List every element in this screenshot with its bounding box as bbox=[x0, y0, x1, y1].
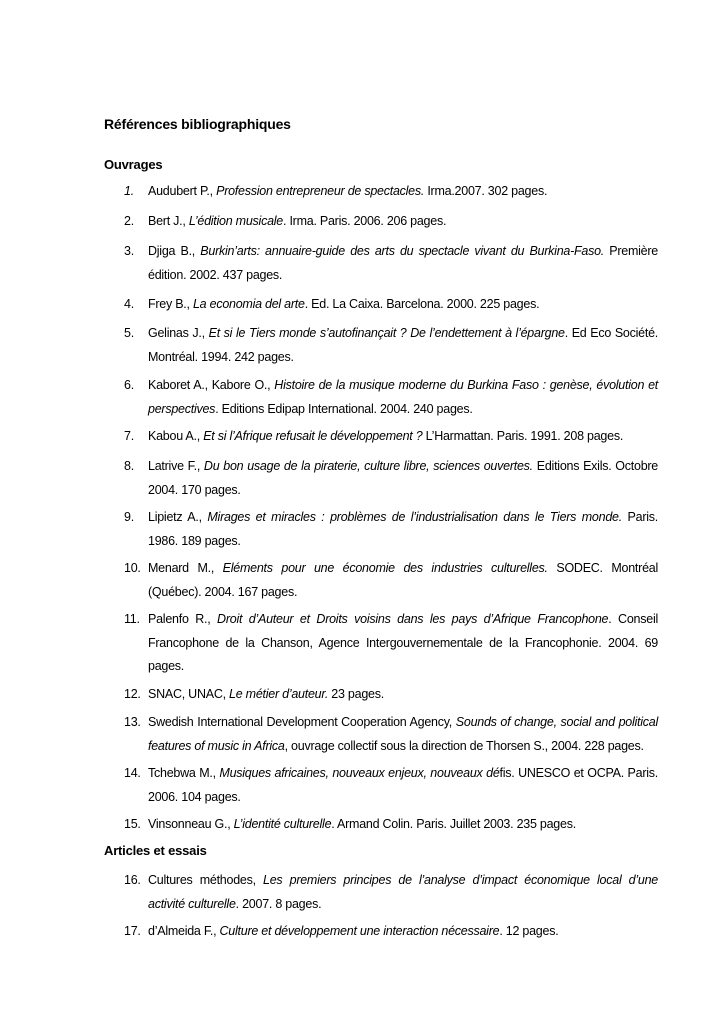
reference-details: . Ed. La Caixa. Barcelona. 2000. 225 pages. bbox=[304, 297, 540, 311]
reference-text bbox=[148, 711, 658, 758]
reference-details: Editions Exils. Octobre 2004. 170 pages. bbox=[148, 459, 659, 497]
reference-item bbox=[124, 210, 658, 234]
reference-author: Palenfo R., bbox=[148, 612, 218, 626]
reference-author: Audubert P., bbox=[148, 184, 217, 198]
reference-author: Menard M., bbox=[148, 561, 223, 575]
reference-author: Swedish International Development Cooperation Agency, bbox=[148, 715, 456, 729]
reference-title: L’édition musicale bbox=[188, 214, 283, 228]
reference-number: 14. bbox=[124, 766, 141, 780]
reference-number: 5. bbox=[124, 326, 134, 340]
reference-details: . 12 pages. bbox=[499, 924, 559, 938]
reference-item bbox=[124, 180, 658, 204]
section-heading-ouvrages: Ouvrages bbox=[104, 157, 163, 172]
reference-details: , ouvrage collectif sous la direction de Thorsen S., 2004. 228 pages. bbox=[284, 738, 644, 753]
reference-details: Irma.2007. 302 pages. bbox=[424, 184, 548, 198]
reference-item bbox=[124, 322, 658, 369]
reference-text bbox=[148, 762, 658, 809]
reference-details: . Editions Edipap International. 2004. 240 pages. bbox=[215, 401, 473, 416]
page-title: Références bibliographiques bbox=[104, 116, 291, 132]
reference-item bbox=[124, 869, 658, 916]
reference-title: Profession entrepreneur de spectacles. bbox=[216, 184, 425, 198]
reference-item bbox=[124, 374, 658, 421]
reference-details: . 2007. 8 pages. bbox=[235, 896, 322, 911]
reference-item bbox=[124, 240, 658, 287]
reference-author: Djiga B., bbox=[148, 244, 201, 258]
reference-details: . Irma. Paris. 2006. 206 pages. bbox=[283, 214, 447, 228]
reference-item bbox=[124, 293, 658, 317]
reference-item bbox=[124, 762, 658, 809]
reference-title: Le métier d’auteur. bbox=[229, 687, 329, 701]
reference-text bbox=[148, 293, 658, 317]
reference-text bbox=[148, 920, 658, 944]
reference-author: Bert J., bbox=[148, 214, 189, 228]
section-heading-articles: Articles et essais bbox=[104, 843, 207, 858]
reference-title: Les premiers principes de l’analyse d’impact économique local d’une activité culturelle bbox=[148, 873, 658, 911]
reference-item bbox=[124, 425, 658, 449]
reference-text bbox=[148, 425, 658, 449]
reference-text bbox=[148, 240, 658, 287]
reference-item bbox=[124, 608, 658, 679]
reference-number: 4. bbox=[124, 297, 134, 311]
reference-text bbox=[148, 557, 658, 604]
reference-number: 9. bbox=[124, 510, 134, 524]
reference-details: fis. UNESCO et OCPA. Paris. 2006. 104 pages. bbox=[148, 766, 658, 804]
reference-author: d’Almeida F., bbox=[148, 924, 220, 938]
reference-item bbox=[124, 920, 658, 944]
reference-details: . Conseil Francophone de la Chanson, Agence Intergouvernementale de la Francophonie. 2004. 69 pages. bbox=[148, 612, 658, 673]
reference-item bbox=[124, 506, 658, 553]
reference-text bbox=[148, 506, 658, 553]
reference-item bbox=[124, 683, 658, 707]
reference-title: Culture et développement une interaction nécessaire bbox=[219, 924, 500, 938]
reference-number: 2. bbox=[124, 214, 134, 228]
reference-title: Et si l’Afrique refusait le développement ? bbox=[203, 429, 423, 443]
reference-author: Lipietz A., bbox=[148, 510, 208, 524]
reference-author: Kaboret A., Kabore O., bbox=[148, 378, 275, 392]
reference-title: La economia del arte bbox=[192, 297, 305, 311]
reference-title: Histoire de la musique moderne du Burkina Faso : genèse, évolution et perspectives bbox=[148, 378, 659, 416]
reference-title: Burkin’arts: annuaire-guide des arts du spectacle vivant du Burkina-Faso. bbox=[200, 244, 605, 258]
reference-item bbox=[124, 455, 658, 502]
reference-item bbox=[124, 813, 658, 837]
reference-author: Kabou A., bbox=[148, 429, 204, 443]
reference-text bbox=[148, 455, 658, 502]
reference-text bbox=[148, 813, 658, 837]
reference-author: Cultures méthodes, bbox=[148, 873, 264, 887]
reference-details: SODEC. Montréal (Québec). 2004. 167 pages. bbox=[148, 561, 658, 599]
reference-author: Vinsonneau G., bbox=[148, 817, 234, 831]
reference-number: 6. bbox=[124, 378, 134, 392]
reference-text bbox=[148, 869, 658, 916]
reference-number: 15. bbox=[124, 817, 141, 831]
reference-text bbox=[148, 180, 658, 204]
reference-text bbox=[148, 322, 658, 369]
reference-title: L’identité culturelle bbox=[233, 817, 332, 831]
reference-text bbox=[148, 210, 658, 234]
reference-title: Mirages et miracles : problèmes de l’industrialisation dans le Tiers monde. bbox=[207, 510, 622, 524]
reference-details: Première édition. 2002. 437 pages. bbox=[148, 244, 658, 282]
reference-text bbox=[148, 608, 658, 679]
reference-title: Et si le Tiers monde s’autofinançait ? De l’endettement à l’épargne bbox=[208, 326, 565, 340]
reference-item bbox=[124, 557, 658, 604]
reference-title: Musiques africaines, nouveaux enjeux, nouveaux dé bbox=[219, 766, 500, 780]
reference-author: Gelinas J., bbox=[148, 326, 209, 340]
reference-details: 23 pages. bbox=[328, 687, 384, 701]
reference-author: Frey B., bbox=[148, 297, 193, 311]
reference-title: Sounds of change, social and political features of music in Africa bbox=[148, 715, 659, 753]
reference-details: . Armand Colin. Paris. Juillet 2003. 235 pages. bbox=[331, 817, 576, 831]
reference-details: Paris. 1986. 189 pages. bbox=[148, 510, 658, 548]
reference-number: 10. bbox=[124, 561, 141, 575]
reference-text bbox=[148, 683, 658, 707]
reference-title: Droit d’Auteur et Droits voisins dans les pays d’Afrique Francophone bbox=[217, 612, 609, 626]
reference-author: SNAC, UNAC, bbox=[148, 687, 230, 701]
reference-details: L’Harmattan. Paris. 1991. 208 pages. bbox=[422, 429, 624, 443]
reference-item bbox=[124, 711, 658, 758]
reference-number: 12. bbox=[124, 687, 141, 701]
reference-number: 1. bbox=[124, 184, 134, 198]
reference-author: Tchebwa M., bbox=[148, 766, 220, 780]
reference-number: 17. bbox=[124, 924, 141, 938]
reference-details: . Ed Eco Société. Montréal. 1994. 242 pages. bbox=[148, 326, 658, 364]
reference-title: Du bon usage de la piraterie, culture libre, sciences ouvertes. bbox=[203, 459, 533, 473]
reference-title: Eléments pour une économie des industries culturelles. bbox=[222, 561, 548, 575]
reference-number: 11. bbox=[124, 612, 140, 626]
reference-number: 3. bbox=[124, 244, 134, 258]
reference-number: 13. bbox=[124, 715, 141, 729]
reference-number: 7. bbox=[124, 429, 134, 443]
reference-text bbox=[148, 374, 658, 421]
reference-author: Latrive F., bbox=[148, 459, 204, 473]
reference-number: 8. bbox=[124, 459, 134, 473]
reference-number: 16. bbox=[124, 873, 141, 887]
